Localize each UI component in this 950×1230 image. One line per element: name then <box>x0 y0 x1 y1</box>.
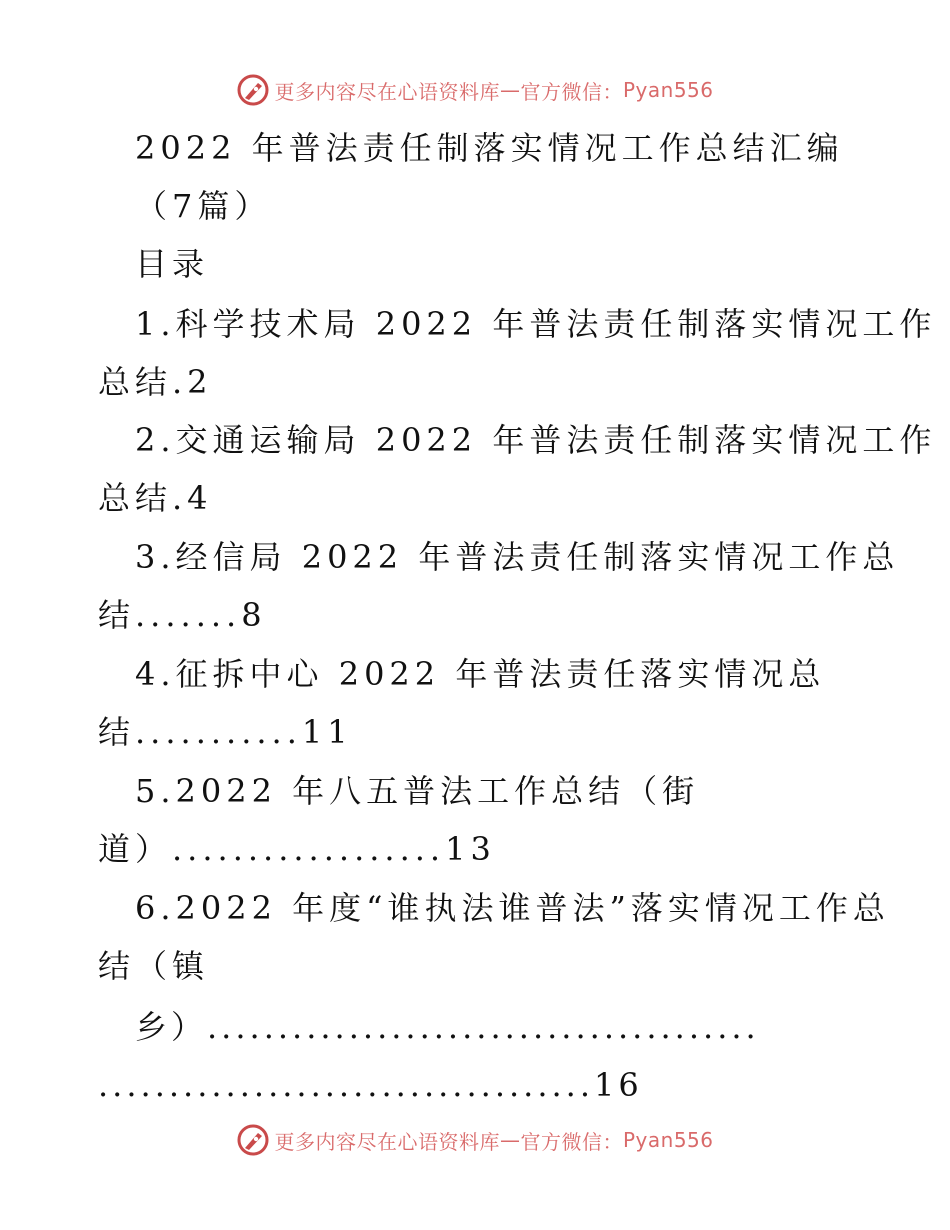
document-title-line1: 2022 年普法责任制落实情况工作总结汇编 <box>135 129 844 167</box>
toc-item-6-cont3: ...................................16 <box>98 1066 643 1104</box>
toc-item-6-cont: 结（镇 <box>98 947 210 985</box>
toc-item-4-cont: 结...........11 <box>98 713 353 751</box>
banner-wechat-id: Pyan556 <box>622 1128 714 1152</box>
banner-site-text: 更多内容尽在心语资料库 <box>274 79 500 104</box>
toc-item-4: 4.征拆中心 2022 年普法责任落实情况总 <box>135 655 826 693</box>
banner-dash: — <box>499 1128 521 1152</box>
toc-item-3: 3.经信局 2022 年普法责任制落实情况工作总 <box>135 538 900 576</box>
toc-item-1-cont: 总结.2 <box>98 363 213 401</box>
toc-item-6-cont2: 乡）....................................... <box>135 1008 760 1046</box>
banner-wechat-label: 官方微信： <box>520 1129 623 1154</box>
pen-logo-icon <box>236 1123 270 1157</box>
header-banner <box>0 70 950 110</box>
pen-logo-icon <box>236 73 270 107</box>
toc-item-5: 5.2022 年八五普法工作总结（街 <box>135 772 700 810</box>
toc-item-1: 1.科学技术局 2022 年普法责任制落实情况工作 <box>135 305 937 343</box>
banner-wechat-label: 官方微信： <box>520 79 623 104</box>
toc-item-5-cont: 道）..................13 <box>98 830 496 868</box>
footer-banner <box>0 1120 950 1160</box>
banner-dash: — <box>499 78 521 102</box>
toc-item-6: 6.2022 年度“谁执法谁普法”落实情况工作总 <box>135 889 890 927</box>
document-title-line2: （7篇） <box>135 187 272 225</box>
toc-item-2-cont: 总结.4 <box>98 479 213 517</box>
toc-item-2: 2.交通运输局 2022 年普法责任制落实情况工作 <box>135 421 937 459</box>
banner-site-text: 更多内容尽在心语资料库 <box>274 1129 500 1154</box>
toc-heading: 目录 <box>135 245 210 283</box>
banner-wechat-id: Pyan556 <box>622 78 714 102</box>
toc-item-3-cont: 结.......8 <box>98 596 267 634</box>
